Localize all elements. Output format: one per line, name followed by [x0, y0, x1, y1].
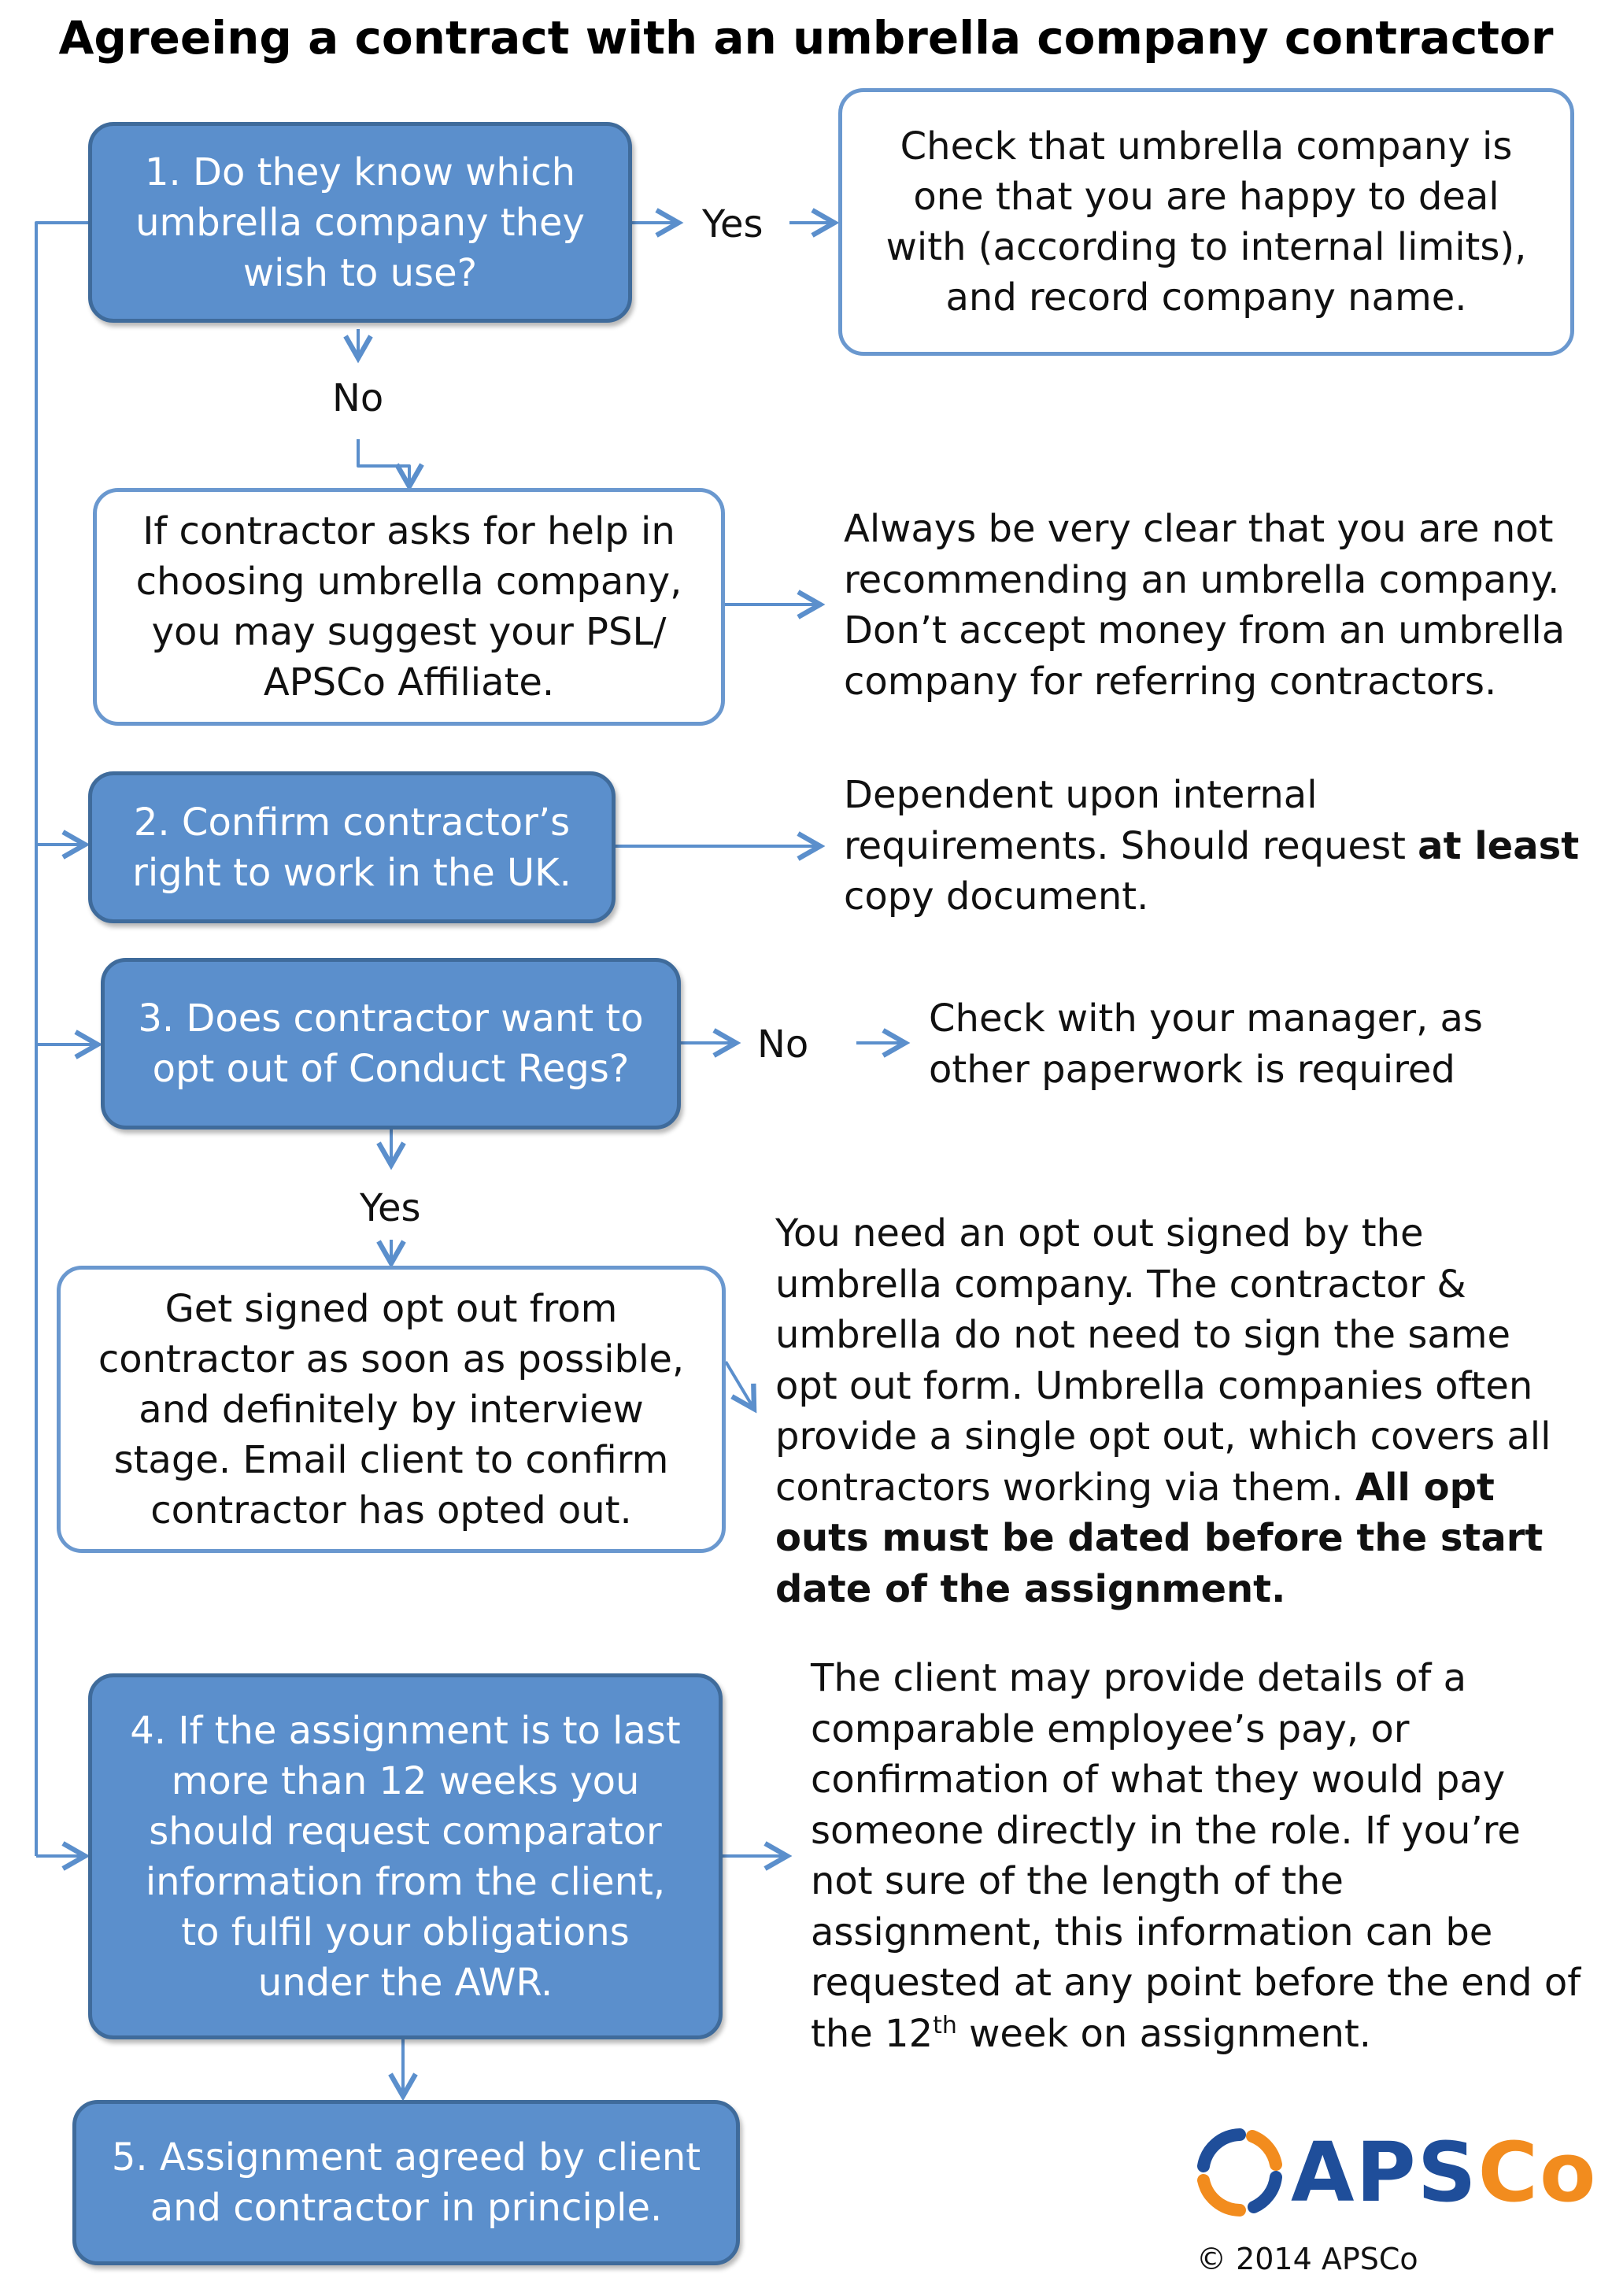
- opt-out-note-part1: You need an opt out signed by the umbrella company. The contractor & umbrella do not need to sign the same opt out form. Umbrella companies often provide a single opt out, which covers all contractors working via them.: [775, 1211, 1551, 1510]
- no-label-step1: No: [332, 376, 384, 420]
- arrow-optout-note: [726, 1362, 754, 1409]
- rtw-note-bold: at least: [1418, 823, 1580, 868]
- signed-opt-out-text: Get signed opt out from contractor as soon as possible, and definitely by interview stage. Email client to confirm contractor has opted out.: [98, 1286, 685, 1533]
- spine-line: [36, 223, 88, 1856]
- yes-label-step1: Yes: [702, 202, 763, 246]
- step5-text: 5. Assignment agreed by client and contractor in principle.: [111, 2135, 701, 2230]
- signed-opt-out-box: [57, 1266, 726, 1553]
- opt-out-note: [775, 1208, 1562, 1614]
- page-title: Agreeing a contract with an umbrella company contractor: [58, 11, 1554, 65]
- arrow-no-help: [358, 439, 409, 486]
- awr-note: [811, 1653, 1582, 2059]
- help-note: Always be very clear that you are not recommending an umbrella company. Don’t accept money from an umbrella company for referring contractors.: [844, 507, 1566, 704]
- rtw-note-part2: copy document.: [844, 874, 1149, 919]
- step2-text: 2. Confirm contractor’s right to work in the UK.: [132, 800, 571, 895]
- no-label-step3: No: [757, 1022, 809, 1067]
- awr-note-sup: th: [933, 2011, 957, 2039]
- opt-out-note-bold: All opt outs must be dated before the start date of the assignment.: [775, 1465, 1544, 1611]
- copyright: © 2014 APSCo: [1196, 2242, 1418, 2276]
- awr-note-part2: week on assignment.: [956, 2011, 1372, 2056]
- step1-box: [88, 122, 632, 323]
- step3-text: 3. Does contractor want to opt out of Conduct Regs?: [138, 996, 644, 1091]
- step2-box: [88, 771, 616, 923]
- right-to-work-note: [844, 770, 1584, 922]
- step3-box: [101, 958, 681, 1130]
- check-umbrella-box: [838, 88, 1574, 356]
- awr-note-part1: The client may provide details of a comparable employee’s pay, or confirmation of what they would pay someone directly in the role. If you’re not sure of the length of the assignment, this information can be requested at any point before the end of the 12: [811, 1656, 1581, 2056]
- conduct-no-note: Check with your manager, as other paperwork is required: [929, 996, 1483, 1092]
- apsco-logo-icon: [1192, 2125, 1287, 2220]
- apsco-logo-text: APSCo: [1291, 2124, 1598, 2220]
- help-choosing-text: If contractor asks for help in choosing umbrella company, you may suggest your PSL/ APSCo Affiliate.: [135, 509, 682, 704]
- help-choosing-box: [93, 488, 725, 726]
- step5-box: [72, 2100, 740, 2265]
- rtw-note-part1: Dependent upon internal requirements. Should request: [844, 773, 1418, 868]
- check-umbrella-text: Check that umbrella company is one that you are happy to deal with (according to internal limits), and record company name.: [885, 124, 1527, 320]
- step4-box: [88, 1673, 723, 2039]
- yes-label-step3: Yes: [360, 1186, 421, 1230]
- step1-text: 1. Do they know which umbrella company they wish to use?: [135, 150, 585, 295]
- step4-text: 4. If the assignment is to last more than 12 weeks you should request comparator information from the client, to fulfil your obligations under the AWR.: [130, 1708, 681, 2005]
